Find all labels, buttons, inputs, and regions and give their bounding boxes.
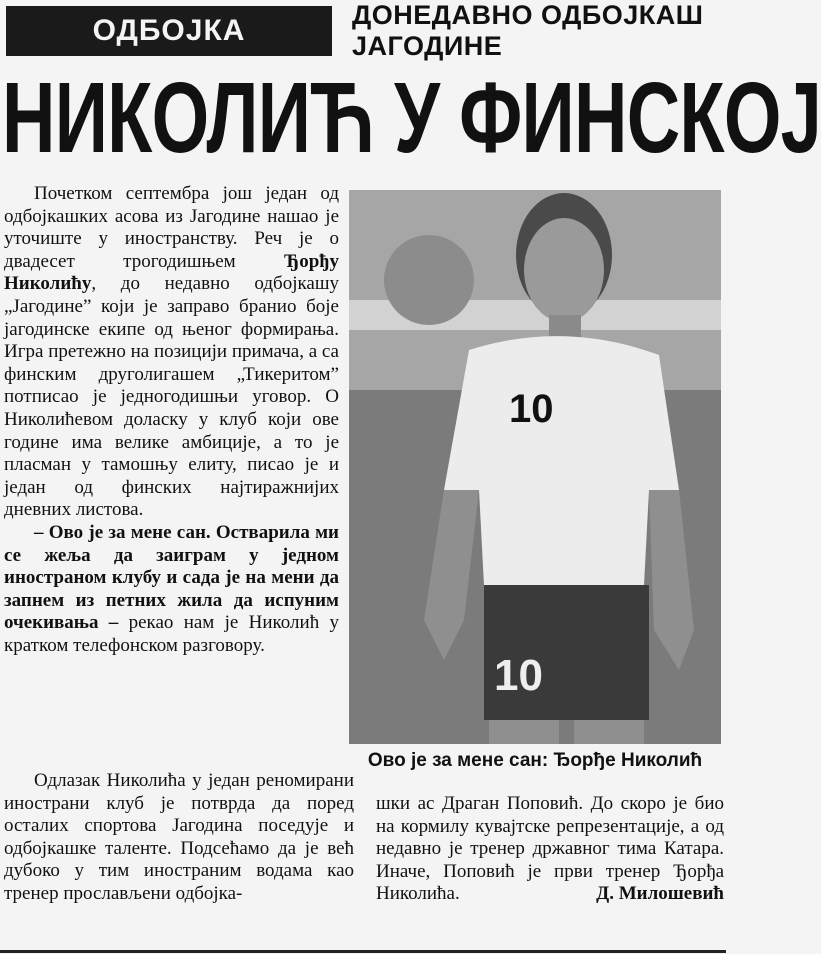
author-byline: Д. Милошевић — [596, 883, 724, 905]
shorts-number: 10 — [494, 651, 543, 700]
intro-text-a: Почетком септембра још један од одбојкашких асова из Јагодине нашао је уточиште у иностранству. Реч је о двадесет трогодишњем — [4, 183, 339, 272]
kicker-line-2: ЈАГОДИНЕ — [352, 31, 503, 61]
kicker-line-1: ДОНЕДАВНО ОДБОЈКАШ — [352, 0, 704, 30]
player-illustration — [349, 190, 721, 744]
article-column-1 — [4, 183, 339, 657]
photo-caption: Ово је за мене сан: Ђорђе Николић — [367, 750, 703, 771]
bottom-rule — [0, 950, 726, 953]
section-rubric: ОДБОЈКА — [6, 6, 332, 56]
player-quote: – Ово је за мене сан. Остварила ми се жеља да заиграм у једном иностраном клубу и сада је на мени да запнем из петних жила да испуним очекивања – — [4, 521, 339, 634]
kicker — [352, 0, 722, 62]
paragraph-intro — [4, 183, 339, 522]
quote-attribution: рекао нам је Николић у кратком телефонском разговору. — [4, 612, 340, 656]
article-column-2 — [4, 770, 354, 906]
paragraph-quote — [4, 522, 339, 658]
article-column-3 — [376, 793, 724, 906]
jersey-number: 10 — [509, 387, 554, 431]
player-name: Ђорђу Николићу — [4, 250, 339, 295]
headline: НИКОЛИЋ У ФИНСКОЈ — [2, 62, 821, 174]
player-photo — [349, 190, 721, 744]
paragraph-coach: шки ас Драган Поповић. До скоро је био на кормилу кувајтске репрезентације, а од недавно је тренер државног тима Катара. Иначе, Поповић је први тренер Ђорђа Николића. — [376, 793, 724, 905]
intro-text-b: , до недавно одбојкашу „Јагодине” који је заправо бранио боје јагодинске екипе од њеног формирања. Игра претежно на позицији примача, а са финским друголигашем „Тикеритом” потписао је једногодишњи уговор. О Николићевом доласку у клуб који ове године има велике амбиције, а то је пласман у тамошњу елиту, писао је и један од финских најтиражнијих дневних листова. — [4, 273, 339, 521]
paragraph-talent: Одлазак Николића у један реномирани инострани клуб је потврда да поред осталих спортова Јагодина поседује и одбојкашке таленте. Подсећамо да је већ дубоко у тим иностраним водама као тренер прослављени одбојка- — [4, 770, 354, 904]
